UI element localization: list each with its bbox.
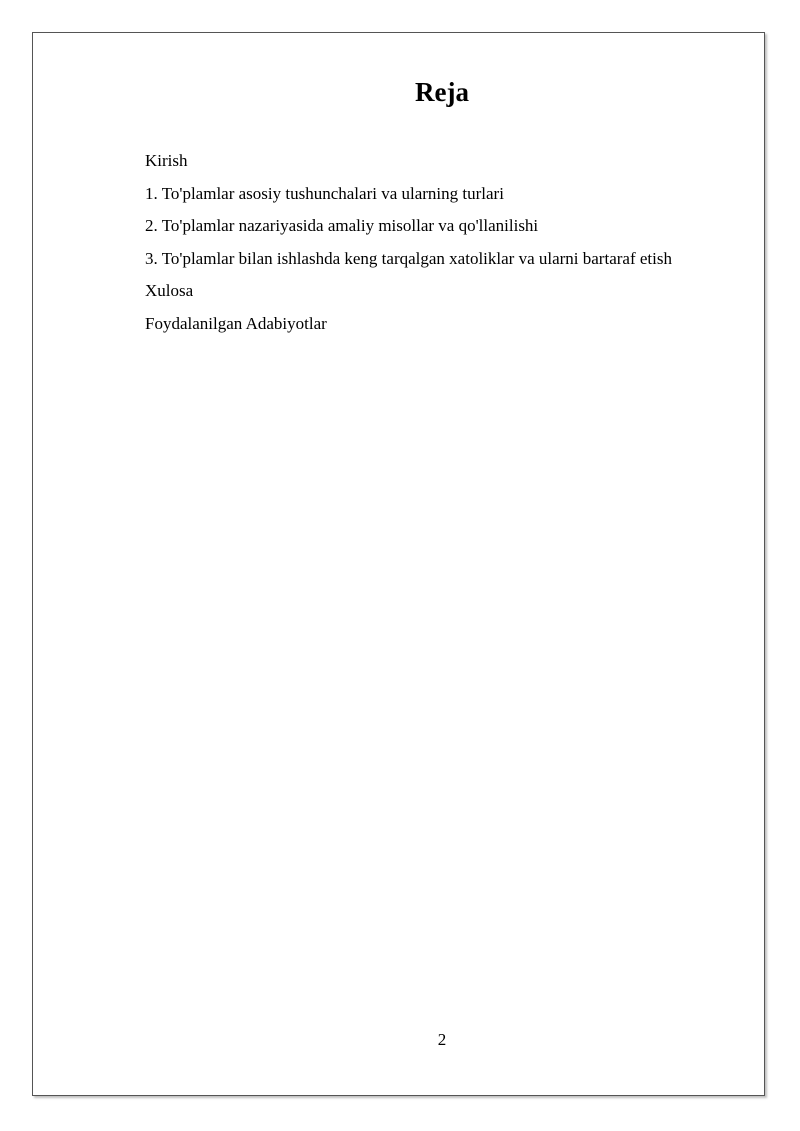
toc-item-chapter-3: 3. To'plamlar bilan ishlashda keng tarqalgan xatoliklar va ularni bartaraf etish — [145, 248, 672, 268]
toc-item-references: Foydalanilgan Adabiyotlar — [145, 313, 327, 333]
table-of-contents — [145, 145, 745, 340]
toc-item-conclusion: Xulosa — [145, 281, 194, 300]
page-title: Reja — [415, 77, 469, 107]
toc-item-chapter-1: 1. To'plamlar asosiy tushunchalari va ularning turlari — [145, 183, 504, 203]
toc-item-introduction: Kirish — [145, 151, 188, 170]
document-page — [32, 32, 765, 1096]
page-number: 2 — [437, 1030, 447, 1049]
toc-item-chapter-2: 2. To'plamlar nazariyasida amaliy misollar va qo'llanilishi — [145, 216, 539, 235]
